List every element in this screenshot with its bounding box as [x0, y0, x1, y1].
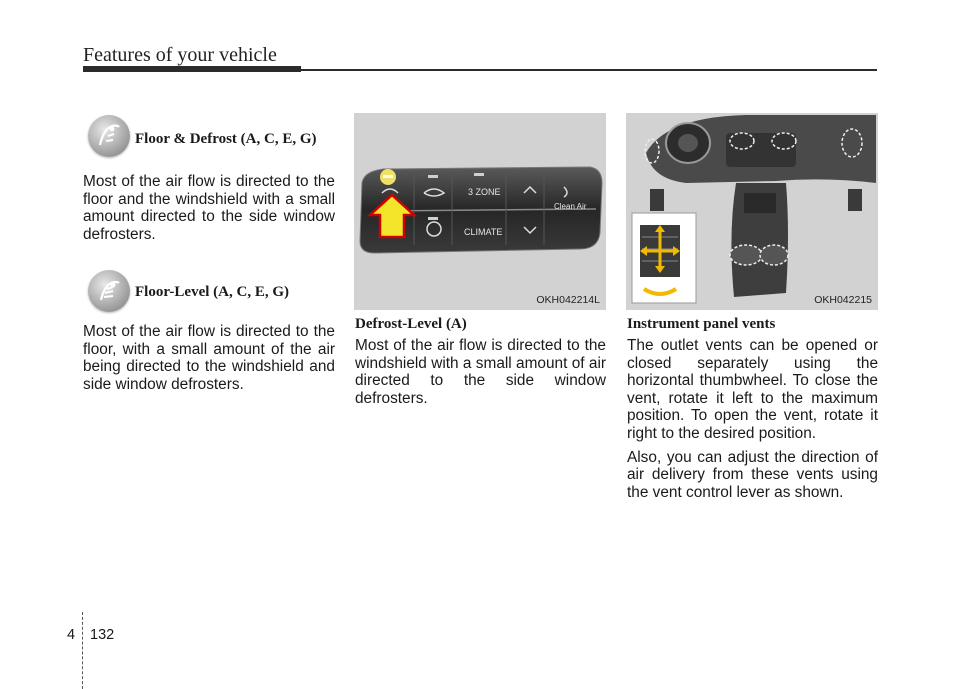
climate-button-label: CLIMATE: [464, 227, 503, 237]
floor-defrost-text: Most of the air flow is directed to the floor and the windshield with a small amount directed to the side window defrosters.: [83, 173, 335, 243]
zone-button-label: 3 ZONE: [468, 187, 501, 197]
right-column-text: [627, 316, 878, 501]
footer-divider: [82, 612, 83, 689]
floor-level-mode-icon: [88, 270, 130, 312]
instrument-vents-heading: Instrument panel vents: [627, 316, 776, 332]
floor-defrost-heading: Floor & Defrost (A, C, E, G): [135, 131, 317, 147]
defrost-level-text: Most of the air flow is directed to the windshield with a small amount of air directed to the side window defrosters.: [355, 337, 606, 407]
chapter-number: 4: [67, 627, 76, 643]
floor-level-heading: Floor-Level (A, C, E, G): [135, 284, 289, 300]
middle-column-text: [355, 316, 606, 407]
floor-defrost-mode-icon: [88, 115, 130, 157]
instrument-vents-para1: The outlet vents can be opened or closed separately using the horizontal thumbwheel. To close the vent, rotate it left to the maximum position. To open the vent, rotate it right to the desired position.: [627, 337, 878, 442]
header-rule-thin: [301, 69, 877, 71]
climate-panel-figure: [354, 113, 606, 310]
figure-code: OKH042215: [814, 294, 872, 306]
floor-level-text: Most of the air flow is directed to the floor, with a small amount of the air being directed to the windshield and side window defrosters.: [83, 323, 335, 393]
left-column: [83, 112, 335, 412]
instrument-vents-figure: [626, 113, 878, 310]
page-number: 132: [90, 627, 115, 643]
figure-code: OKH042214L: [536, 294, 600, 306]
header-rule-thick: [83, 66, 301, 72]
clean-air-label: Clean Air: [554, 202, 587, 211]
climate-panel-illustration: [354, 113, 606, 310]
defrost-level-heading: Defrost-Level (A): [355, 316, 467, 332]
page-header-title: Features of your vehicle: [83, 44, 277, 66]
dashboard-illustration: [626, 113, 878, 310]
instrument-vents-para2: Also, you can adjust the direction of air delivery from these vents using the vent control lever as shown.: [627, 448, 878, 501]
